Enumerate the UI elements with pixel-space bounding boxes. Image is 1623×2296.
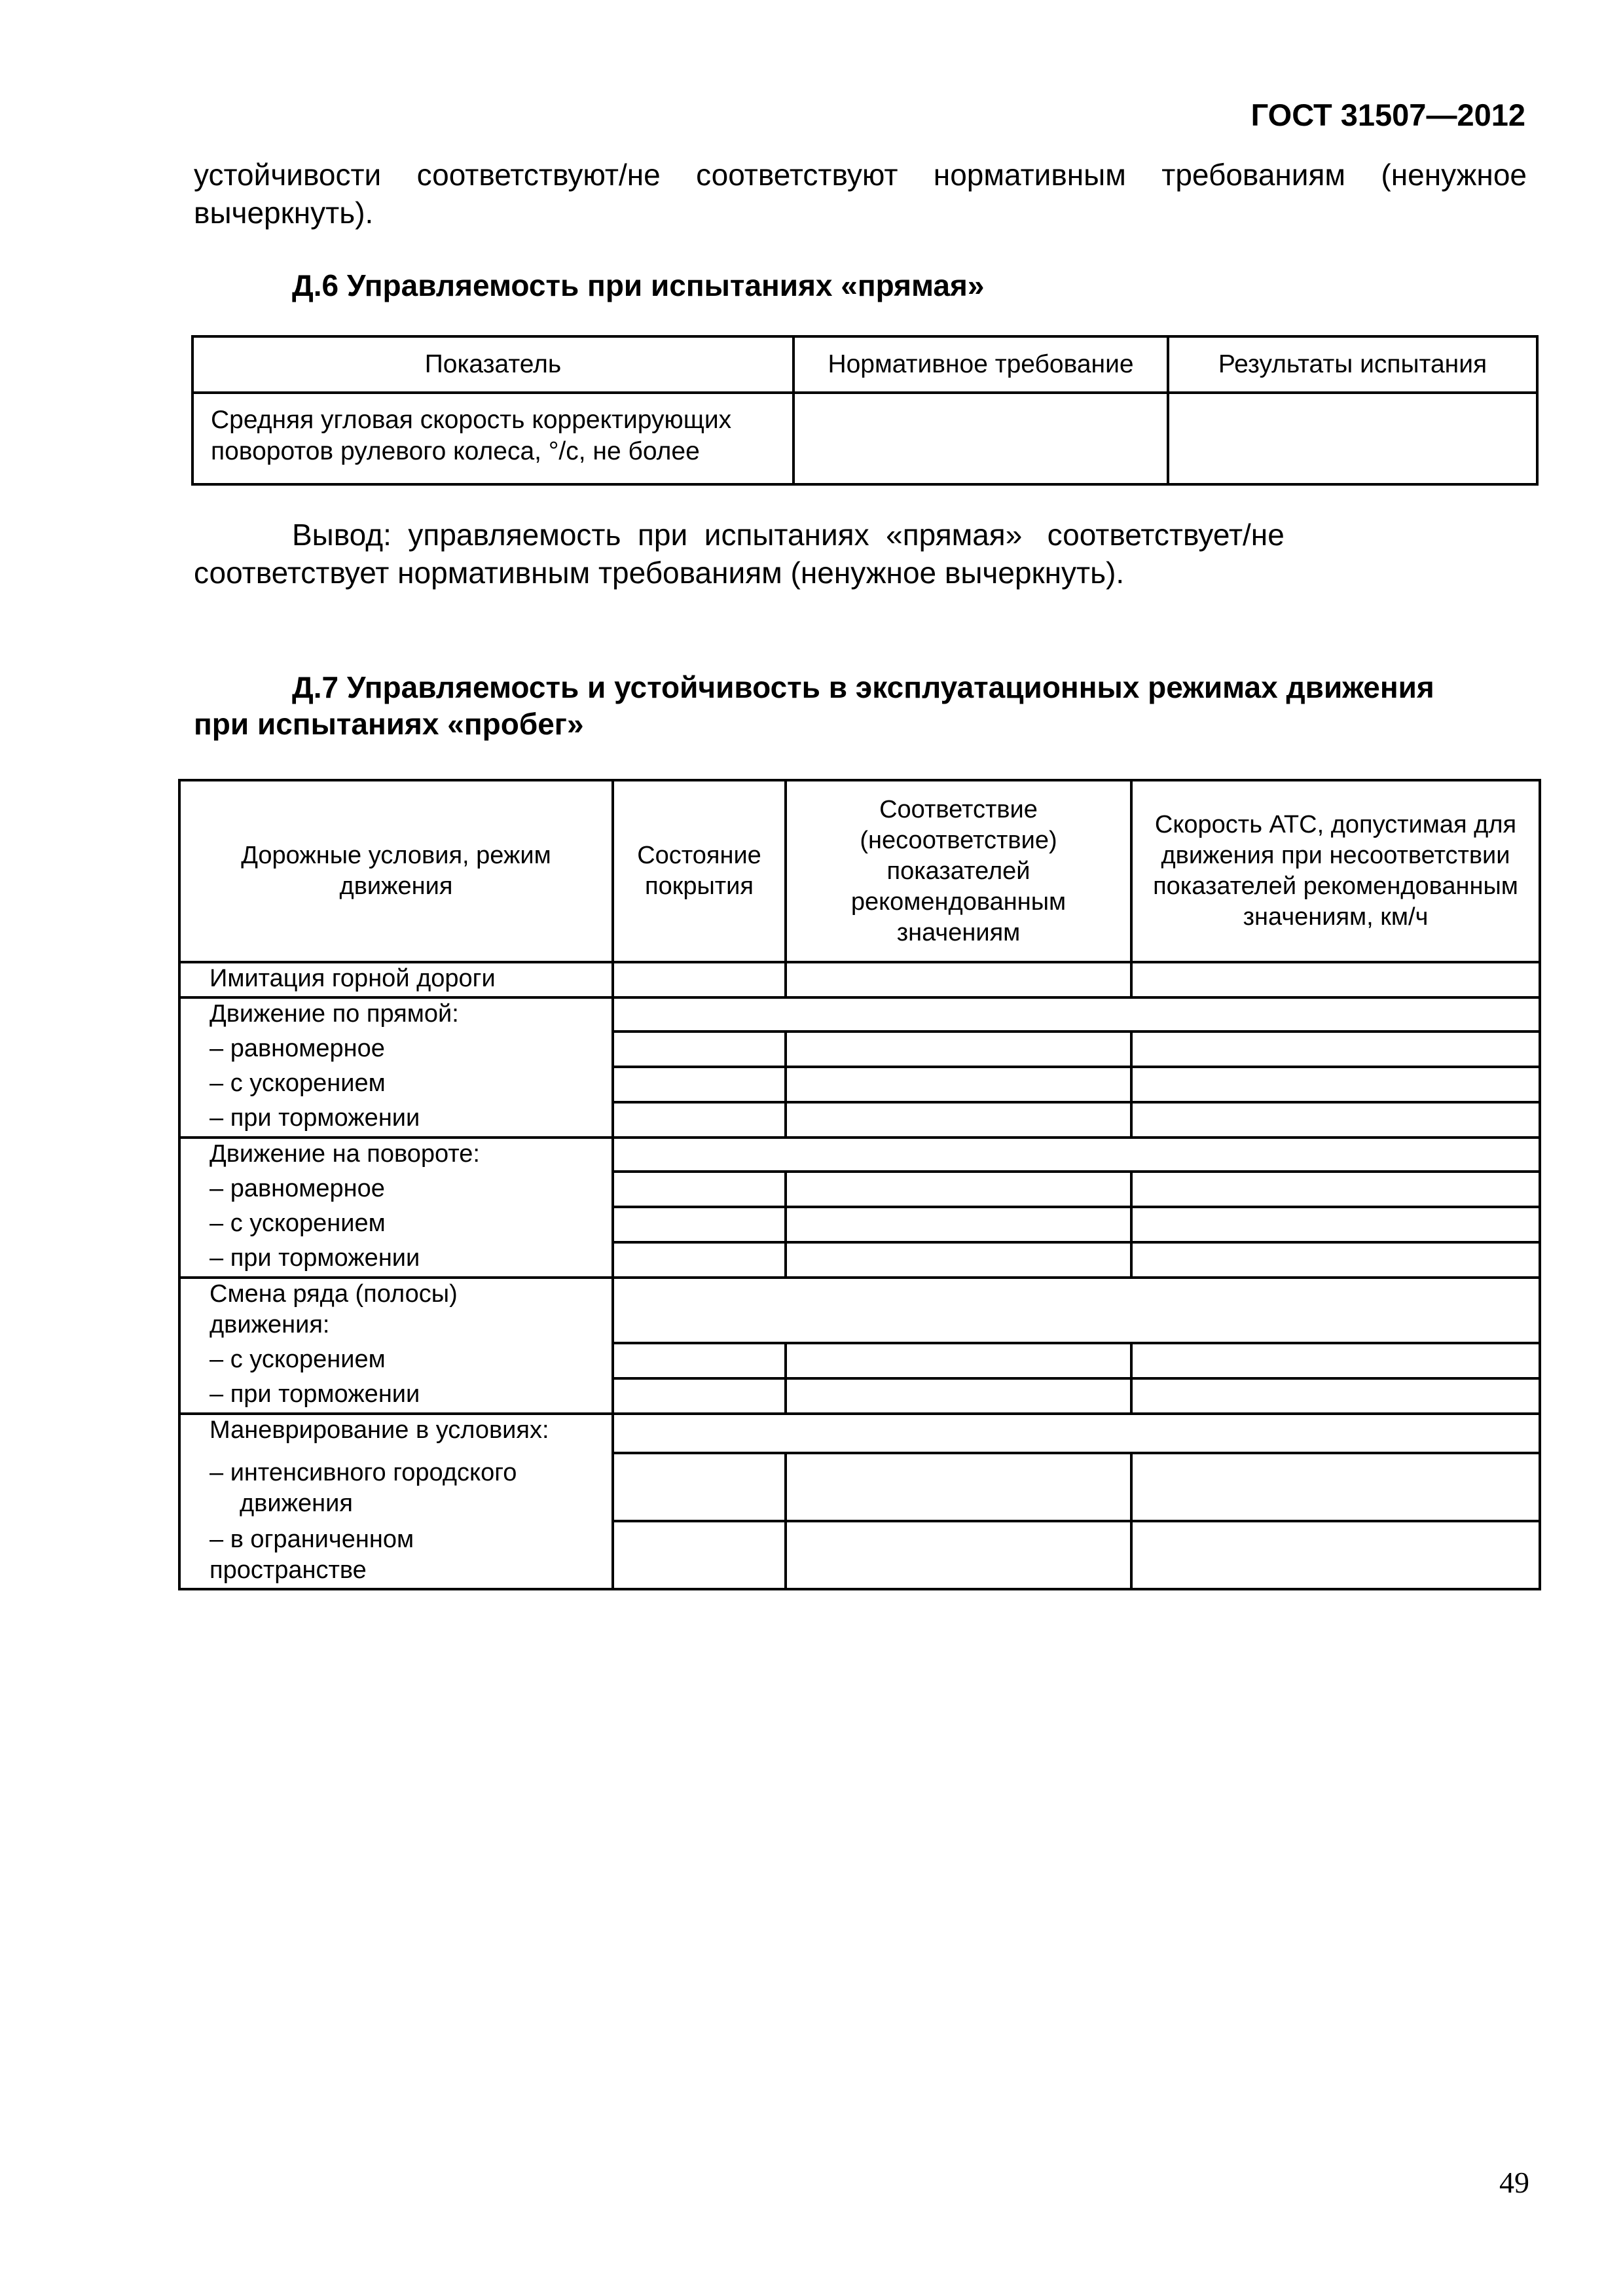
d7-turn-item: – при торможении bbox=[210, 1244, 420, 1272]
d6-row-label: Средняя угловая скорость корректирующих поворотов рулевого колеса, °/с, не более bbox=[192, 393, 793, 484]
page-number: 49 bbox=[1499, 2166, 1529, 2199]
d7-cell bbox=[613, 1067, 786, 1102]
d7-lane-item: – с ускорением bbox=[210, 1346, 386, 1373]
d7-cell bbox=[613, 1343, 786, 1378]
intro-paragraph: устойчивости соответствуют/не соответствуют нормативным требованиям (ненужное вычеркнуть). bbox=[194, 158, 1527, 230]
d6-conclusion-line1: Вывод: управляемость при испытаниях «прямая» соответствует/не bbox=[292, 518, 1285, 552]
d7-table bbox=[178, 779, 1541, 1590]
d7-cell bbox=[786, 1067, 1131, 1102]
d7-cell bbox=[786, 1242, 1131, 1278]
d7-cell bbox=[1131, 1207, 1540, 1242]
d7-cell bbox=[1131, 1242, 1540, 1278]
d7-group-straight bbox=[179, 997, 613, 1138]
d7-cell bbox=[786, 1378, 1131, 1414]
d7-header-compliance: Соответствие (несоответствие) показателей рекомендованным значениям bbox=[786, 780, 1131, 962]
d7-cell bbox=[613, 1172, 786, 1207]
section-d7-heading-line2: при испытаниях «пробег» bbox=[194, 707, 584, 741]
d7-cell bbox=[1131, 1102, 1540, 1138]
d6-conclusion-line2: соответствует нормативным требованиям (ненужное вычеркнуть). bbox=[194, 556, 1125, 590]
d6-header-requirement: Нормативное требование bbox=[793, 336, 1168, 393]
d7-lane-title: Смена ряда (полосы) bbox=[210, 1280, 458, 1308]
d7-cell bbox=[1131, 1067, 1540, 1102]
d7-cell bbox=[1131, 1343, 1540, 1378]
d6-results-cell bbox=[1168, 393, 1537, 484]
d7-maneuver-title: Маневрирование в условиях: bbox=[210, 1416, 549, 1444]
d7-straight-item: – с ускорением bbox=[210, 1069, 386, 1097]
d7-cell bbox=[613, 1207, 786, 1242]
d7-group-turn bbox=[179, 1138, 613, 1278]
d7-straight-item: – при торможении bbox=[210, 1104, 420, 1132]
d6-table bbox=[191, 335, 1539, 486]
d7-lane-item: – при торможении bbox=[210, 1380, 420, 1408]
d7-straight-item: – равномерное bbox=[210, 1035, 385, 1062]
d7-turn-item: – с ускорением bbox=[210, 1210, 386, 1237]
document-code: ГОСТ 31507—2012 bbox=[1250, 98, 1525, 132]
d7-header-surface: Состояние покрытия bbox=[613, 780, 786, 962]
d7-cell bbox=[613, 1521, 786, 1589]
d7-row-mountain: Имитация горной дороги bbox=[179, 962, 613, 997]
d7-cell bbox=[786, 1172, 1131, 1207]
d7-group-lane bbox=[179, 1278, 613, 1414]
d7-cell bbox=[786, 1521, 1131, 1589]
d7-maneuver-item: – в ограниченном bbox=[210, 1526, 414, 1553]
d7-cell bbox=[613, 1453, 786, 1521]
d7-maneuver-item-cont: пространстве bbox=[210, 1556, 367, 1584]
d7-cell bbox=[1131, 962, 1540, 997]
d7-cell bbox=[1131, 1521, 1540, 1589]
d7-cell bbox=[786, 1031, 1131, 1067]
d7-cell bbox=[786, 1453, 1131, 1521]
section-d7-heading-line1: Д.7 Управляемость и устойчивость в эксплуатационных режимах движения bbox=[292, 670, 1434, 704]
d7-cell bbox=[786, 1102, 1131, 1138]
d7-cell bbox=[1131, 1172, 1540, 1207]
d7-cell bbox=[1131, 1453, 1540, 1521]
d7-cell bbox=[613, 997, 1540, 1031]
d7-cell bbox=[613, 1378, 786, 1414]
d6-header-results: Результаты испытания bbox=[1168, 336, 1537, 393]
d7-cell bbox=[786, 1343, 1131, 1378]
d7-lane-title: движения: bbox=[210, 1311, 330, 1338]
d7-cell bbox=[786, 1207, 1131, 1242]
d7-cell bbox=[1131, 1031, 1540, 1067]
d7-cell bbox=[1131, 1378, 1540, 1414]
d7-turn-item: – равномерное bbox=[210, 1175, 385, 1202]
d7-cell bbox=[613, 1031, 786, 1067]
d7-turn-title: Движение на повороте: bbox=[210, 1140, 480, 1168]
d7-header-road: Дорожные условия, режим движения bbox=[179, 780, 613, 962]
d7-cell bbox=[786, 962, 1131, 997]
d7-cell bbox=[613, 1102, 786, 1138]
d6-requirement-cell bbox=[793, 393, 1168, 484]
section-d6-heading: Д.6 Управляемость при испытаниях «прямая» bbox=[292, 268, 985, 302]
d7-cell bbox=[613, 962, 786, 997]
d7-cell bbox=[613, 1414, 1540, 1453]
d7-maneuver-item: – интенсивного городского движения bbox=[210, 1459, 517, 1517]
d7-cell bbox=[613, 1278, 1540, 1343]
d6-header-indicator: Показатель bbox=[192, 336, 793, 393]
d7-group-maneuver bbox=[179, 1414, 613, 1589]
d7-straight-title: Движение по прямой: bbox=[210, 1000, 459, 1028]
d7-header-speed: Скорость АТС, допустимая для движения при несоответствии показателей рекомендованным значениям, км/ч bbox=[1131, 780, 1540, 962]
d7-cell bbox=[613, 1138, 1540, 1172]
d7-cell bbox=[613, 1242, 786, 1278]
